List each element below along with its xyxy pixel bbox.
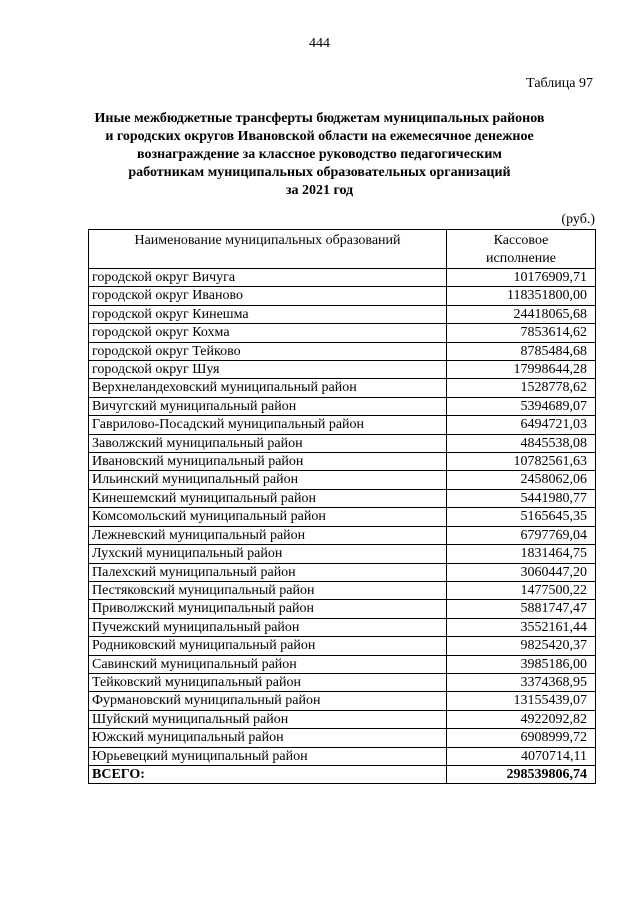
table-row [89, 324, 596, 342]
table-body [89, 269, 596, 766]
table-row [89, 526, 596, 544]
row-value: 1477500,22 [447, 581, 596, 599]
row-value: 3060447,20 [447, 563, 596, 581]
row-value: 1831464,75 [447, 545, 596, 563]
row-name: Приволжский муниципальный район [89, 600, 447, 618]
row-name: Пестяковский муниципальный район [89, 581, 447, 599]
row-value: 6908999,72 [447, 729, 596, 747]
row-name: Верхнеландеховский муниципальный район [89, 379, 447, 397]
title-line: вознаграждение за классное руководство педагогическим [137, 147, 502, 162]
row-value: 6494721,03 [447, 416, 596, 434]
document-title [60, 110, 579, 200]
table-row [89, 416, 596, 434]
row-value: 1528778,62 [447, 379, 596, 397]
row-value: 10782561,63 [447, 453, 596, 471]
table-row [89, 508, 596, 526]
row-value: 5394689,07 [447, 397, 596, 415]
table-row [89, 655, 596, 673]
table-row [89, 747, 596, 765]
header-value [447, 230, 596, 269]
row-name: Ильинский муниципальный район [89, 471, 447, 489]
table-row [89, 379, 596, 397]
total-row [89, 765, 596, 783]
row-value: 9825420,37 [447, 637, 596, 655]
table-row [89, 637, 596, 655]
total-value: 298539806,74 [447, 765, 596, 783]
table-row [89, 673, 596, 691]
row-value: 17998644,28 [447, 361, 596, 379]
row-name: Лухский муниципальный район [89, 545, 447, 563]
row-name: Кинешемский муниципальный район [89, 489, 447, 507]
row-value: 4070714,11 [447, 747, 596, 765]
row-name: Родниковский муниципальный район [89, 637, 447, 655]
header-value-line2: исполнение [486, 251, 556, 266]
table-row [89, 269, 596, 287]
title-line: Иные межбюджетные трансферты бюджетам муниципальных районов [94, 111, 545, 126]
table-row [89, 692, 596, 710]
row-name: Вичугский муниципальный район [89, 397, 447, 415]
table-row [89, 729, 596, 747]
row-name: Палехский муниципальный район [89, 563, 447, 581]
row-name: Комсомольский муниципальный район [89, 508, 447, 526]
table-header-row [89, 230, 596, 269]
table-row [89, 618, 596, 636]
table-row [89, 471, 596, 489]
title-line: и городских округов Ивановской области на ежемесячное денежное [105, 129, 534, 144]
row-name: Шуйский муниципальный район [89, 710, 447, 728]
table-row [89, 361, 596, 379]
row-name: Гаврилово-Посадский муниципальный район [89, 416, 447, 434]
table-row [89, 489, 596, 507]
row-name: городской округ Тейково [89, 342, 447, 360]
table-row [89, 305, 596, 323]
row-value: 4922092,82 [447, 710, 596, 728]
row-name: Южский муниципальный район [89, 729, 447, 747]
total-label: ВСЕГО: [89, 765, 447, 783]
row-name: городской округ Шуя [89, 361, 447, 379]
row-name: Заволжский муниципальный район [89, 434, 447, 452]
row-name: Савинский муниципальный район [89, 655, 447, 673]
table-row [89, 710, 596, 728]
title-line: работникам муниципальных образовательных организаций [128, 165, 511, 180]
row-value: 118351800,00 [447, 287, 596, 305]
row-name: Тейковский муниципальный район [89, 673, 447, 691]
table-row [89, 581, 596, 599]
row-name: городской округ Кинешма [89, 305, 447, 323]
unit-label: (руб.) [561, 212, 595, 227]
title-line: за 2021 год [285, 183, 354, 198]
row-value: 3374368,95 [447, 673, 596, 691]
table-row [89, 453, 596, 471]
table-row [89, 287, 596, 305]
row-value: 2458062,06 [447, 471, 596, 489]
row-value: 5441980,77 [447, 489, 596, 507]
row-name: Фурмановский муниципальный район [89, 692, 447, 710]
page-number: 444 [309, 36, 330, 51]
table-label: Таблица 97 [526, 76, 593, 91]
row-value: 7853614,62 [447, 324, 596, 342]
row-name: Пучежский муниципальный район [89, 618, 447, 636]
row-value: 24418065,68 [447, 305, 596, 323]
row-value: 5881747,47 [447, 600, 596, 618]
row-value: 4845538,08 [447, 434, 596, 452]
table-row [89, 545, 596, 563]
row-name: городской округ Вичуга [89, 269, 447, 287]
header-value-line1: Кассовое [493, 233, 549, 248]
transfers-table [88, 229, 596, 784]
table-row [89, 563, 596, 581]
row-name: городской округ Кохма [89, 324, 447, 342]
row-name: Ивановский муниципальный район [89, 453, 447, 471]
row-value: 5165645,35 [447, 508, 596, 526]
row-value: 13155439,07 [447, 692, 596, 710]
table-row [89, 434, 596, 452]
table-row [89, 600, 596, 618]
row-name: Лежневский муниципальный район [89, 526, 447, 544]
row-value: 8785484,68 [447, 342, 596, 360]
row-value: 10176909,71 [447, 269, 596, 287]
header-name: Наименование муниципальных образований [89, 230, 447, 269]
row-name: Юрьевецкий муниципальный район [89, 747, 447, 765]
table-row [89, 397, 596, 415]
row-value: 3552161,44 [447, 618, 596, 636]
table-row [89, 342, 596, 360]
row-value: 3985186,00 [447, 655, 596, 673]
row-name: городской округ Иваново [89, 287, 447, 305]
row-value: 6797769,04 [447, 526, 596, 544]
